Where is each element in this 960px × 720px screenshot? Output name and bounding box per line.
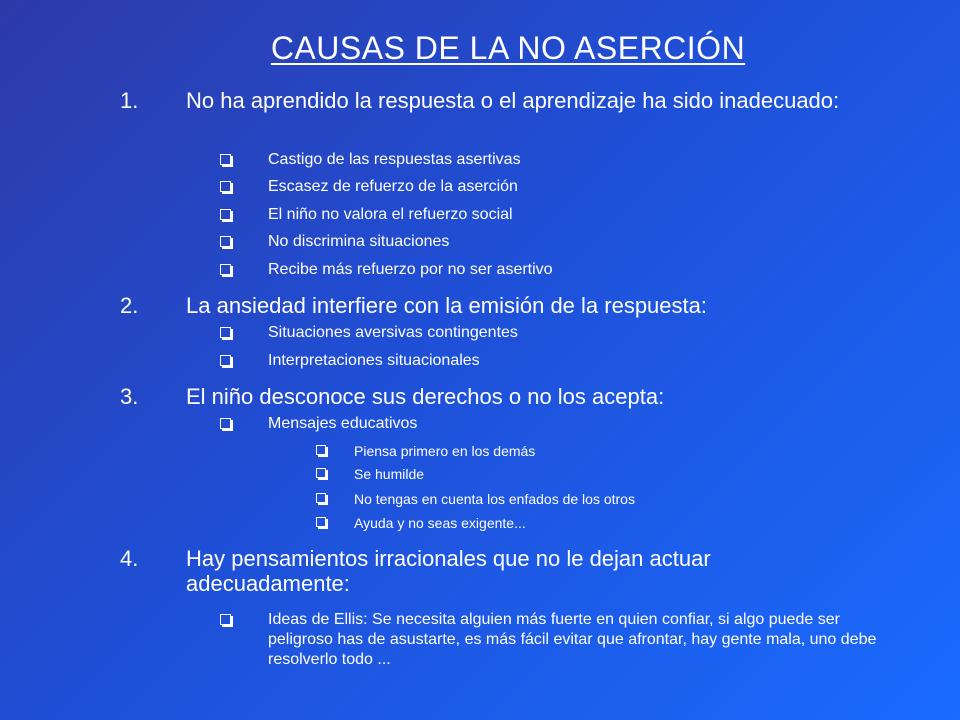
checkbox-bullet-icon	[316, 517, 326, 527]
bullet-text: Castigo de las respuestas asertivas	[268, 151, 521, 168]
sub-bullet-text: Se humilde	[354, 466, 425, 482]
sub-bullet-text: No tengas en cuenta los enfados de los otros	[354, 491, 635, 507]
slide-title: CAUSAS DE LA NO ASERCIÓN	[270, 30, 746, 66]
sub-bullet-text: Piensa primero en los demás	[354, 443, 536, 459]
checkbox-bullet-icon	[220, 154, 231, 165]
bullet-text: Mensajes educativos	[268, 415, 418, 432]
checkbox-bullet-icon	[220, 614, 231, 625]
checkbox-bullet-icon	[316, 493, 326, 503]
sub-bullet-text: Ayuda y no seas exigente...	[354, 515, 526, 531]
checkbox-bullet-icon	[316, 468, 326, 478]
checkbox-bullet-icon	[220, 418, 231, 429]
checkbox-bullet-icon	[220, 327, 231, 338]
checkbox-bullet-icon	[220, 355, 231, 366]
bullet-text: Interpretaciones situacionales	[268, 352, 480, 369]
checkbox-bullet-icon	[316, 445, 326, 455]
item-text: Hay pensamientos irracionales que no le dejan actuar adecuadamente:	[186, 546, 711, 596]
bullet-text: Situaciones aversivas contingentes	[268, 324, 518, 341]
bullet-text: Recibe más refuerzo por no ser asertivo	[268, 261, 553, 278]
item-text: La ansiedad interfiere con la emisión de la respuesta:	[186, 293, 707, 318]
bullet-text: No discrimina situaciones	[268, 233, 450, 250]
checkbox-bullet-icon	[220, 236, 231, 247]
item-number: 2.	[120, 293, 139, 318]
item-number: 4.	[120, 546, 139, 571]
bullet-text: Ideas de Ellis: Se necesita alguien más fuerte en quien confiar, si algo puede ser peligroso has de asustarte, es más fácil evitar que afrontar, hay gente mala, uno debe resolverlo todo ...	[268, 611, 877, 668]
bullet-text: El niño no valora el refuerzo social	[268, 206, 513, 223]
checkbox-bullet-icon	[220, 264, 231, 275]
item-text: El niño desconoce sus derechos o no los acepta:	[186, 384, 665, 409]
item-number: 3.	[120, 384, 139, 409]
item-text: No ha aprendido la respuesta o el aprendizaje ha sido inadecuado:	[186, 88, 840, 113]
item-number: 1.	[120, 88, 139, 113]
checkbox-bullet-icon	[220, 209, 231, 220]
bullet-text: Escasez de refuerzo de la aserción	[268, 178, 518, 195]
checkbox-bullet-icon	[220, 181, 231, 192]
